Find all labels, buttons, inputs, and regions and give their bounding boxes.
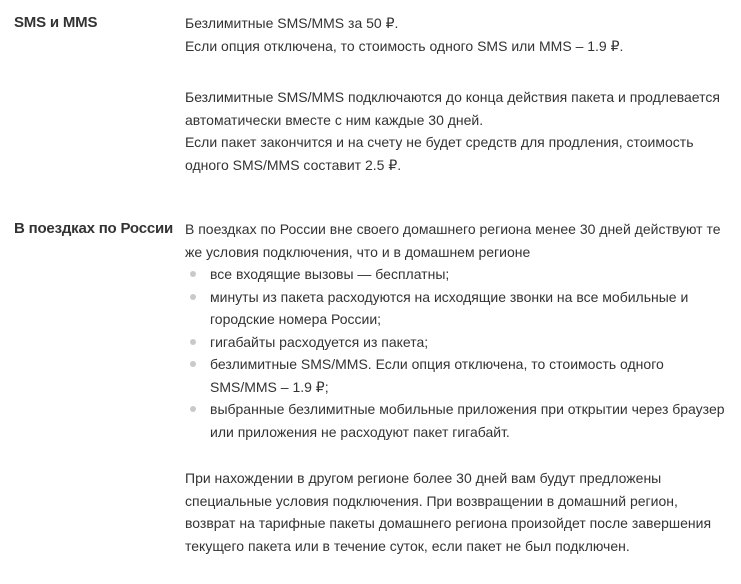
list-item-text: гигабайты расходуется из пакета; bbox=[210, 333, 429, 350]
bullet-icon bbox=[190, 339, 196, 345]
bullet-icon bbox=[190, 294, 196, 300]
section-sms-mms bbox=[14, 12, 730, 176]
section-body-travel-russia bbox=[185, 218, 730, 557]
bullet-icon bbox=[190, 406, 196, 412]
text-line: Безлимитные SMS/MMS за 50 ₽. bbox=[185, 15, 399, 31]
text-line: Если опция отключена, то стоимость одного SMS или MMS – 1.9 ₽. bbox=[185, 37, 624, 54]
bullet-icon bbox=[190, 361, 196, 367]
list-item bbox=[185, 286, 730, 331]
closing-paragraph: При нахождении в другом регионе более 30 дней вам будут предложены специальные условия подключения. При возвращении в домашний регион, возврат на тарифные пакеты домашнего региона произойдет после завершения текущего пакета или в течение суток, если пакет не был подключен. bbox=[185, 470, 712, 554]
list-item-text: минуты из пакета расходуются на исходящие звонки на все мобильные и городские номера России; bbox=[210, 288, 689, 327]
price-paragraph bbox=[185, 12, 730, 57]
list-item bbox=[185, 353, 730, 398]
section-label-sms-mms: SMS и MMS bbox=[14, 14, 98, 31]
list-item-text: безлимитные SMS/MMS. Если опция отключена, то стоимость одного SMS/MMS – 1.9 ₽; bbox=[210, 356, 664, 395]
text-line: Если пакет закончится и на счету не будет средств для продления, стоимость одного SMS/MMS составит 2.5 ₽. bbox=[185, 134, 694, 173]
list-item bbox=[185, 263, 730, 286]
section-label-travel-russia: В поездках по России bbox=[14, 220, 174, 237]
list-item bbox=[185, 331, 730, 354]
list-item bbox=[185, 398, 730, 443]
intro-paragraph: В поездках по России вне своего домашнего региона менее 30 дней действуют те же условия подключения, что и в домашнем регионе bbox=[185, 221, 721, 260]
text-line: Безлимитные SMS/MMS подключаются до конца действия пакета и продлевается автоматически вместе с ним каждые 30 дней. bbox=[185, 89, 720, 128]
list-item-text: выбранные безлимитные мобильные приложения при открытии через браузер или приложения не расходуют пакет гигабайт. bbox=[210, 401, 725, 440]
section-travel-russia bbox=[14, 218, 730, 557]
travel-conditions-list bbox=[185, 263, 730, 443]
bullet-icon bbox=[190, 271, 196, 277]
section-body-sms-mms bbox=[185, 12, 730, 176]
list-item-text: все входящие вызовы — бесплатны; bbox=[210, 266, 450, 282]
renewal-paragraph bbox=[185, 86, 730, 176]
